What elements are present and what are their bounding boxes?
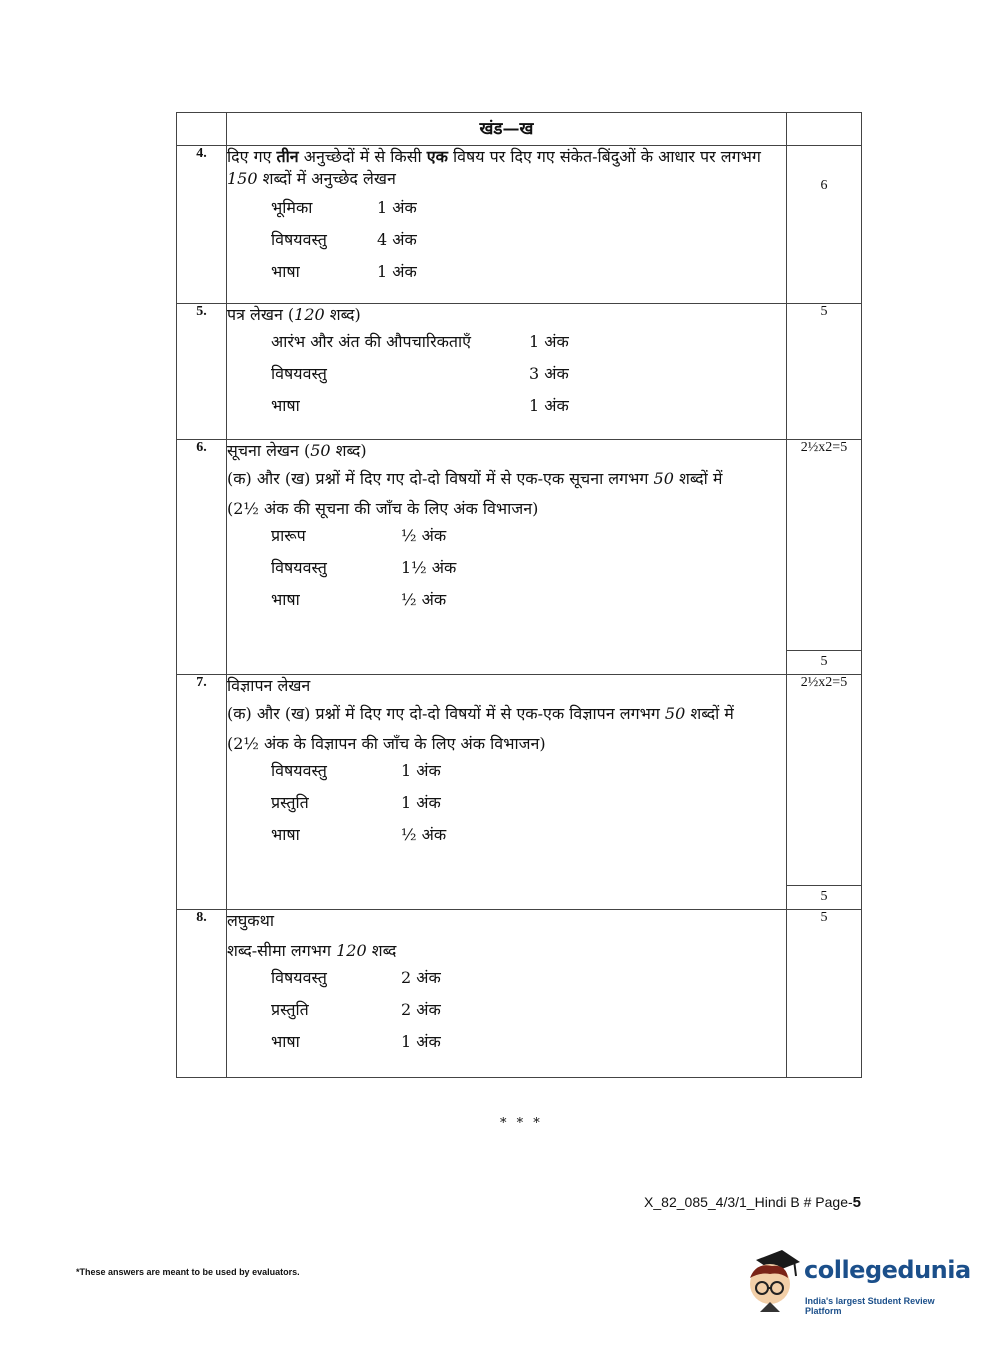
- word-count: 50: [653, 469, 674, 488]
- total-marks: 5: [787, 886, 862, 910]
- criterion-label: विषयवस्तु: [271, 230, 327, 249]
- end-marker: * * *: [500, 1116, 543, 1131]
- text-segment: शब्द-सीमा लगभग: [227, 941, 337, 960]
- criterion-marks: 1 अंक: [529, 332, 569, 351]
- criterion-marks: 4 अंक: [377, 230, 417, 249]
- criterion-label: भाषा: [271, 825, 300, 844]
- text-segment: दिए गए: [227, 147, 277, 166]
- criterion-label: प्रस्तुति: [271, 793, 309, 812]
- criterion-marks: 1 अंक: [529, 396, 569, 415]
- criterion-label: प्रारूप: [271, 526, 306, 545]
- question-row-8: [177, 910, 862, 1078]
- criterion-label: आरंभ और अंत की औपचारिकताएँ: [271, 332, 472, 351]
- criterion-label: भाषा: [271, 1032, 300, 1051]
- question-text: विज्ञापन लेखन: [227, 676, 311, 695]
- word-count: 150: [227, 169, 258, 188]
- criterion-marks: 1½ अंक: [401, 558, 457, 577]
- mark-split-row: [271, 256, 786, 288]
- question-body: [227, 146, 787, 304]
- mark-split-row: [271, 787, 786, 819]
- question-row-4: [177, 146, 862, 304]
- criterion-marks: 1 अंक: [377, 198, 417, 217]
- criterion-marks: ½ अंक: [401, 590, 447, 609]
- criterion-label: विषयवस्तु: [271, 558, 327, 577]
- collegedunia-logo: [742, 1248, 972, 1318]
- mark-split-row: [271, 584, 786, 616]
- mark-split-row: [271, 224, 786, 256]
- mark-split-row: [271, 819, 786, 851]
- criterion-marks: 1 अंक: [401, 761, 441, 780]
- mark-split-row: [271, 390, 786, 422]
- criterion-marks: 1 अंक: [401, 793, 441, 812]
- text-segment: शब्द): [330, 441, 367, 460]
- word-count: 50: [664, 704, 686, 723]
- criterion-label: भाषा: [271, 590, 300, 609]
- text-segment: शब्दों में अनुच्छेद लेखन: [257, 169, 396, 188]
- criterion-label: विषयवस्तु: [271, 364, 327, 383]
- mark-split-note: (2½ अंक के विज्ञापन की जाँच के लिए अंक विभाजन): [227, 734, 546, 753]
- question-body: [227, 304, 787, 440]
- question-number: 8.: [177, 910, 227, 1078]
- criterion-label: भूमिका: [271, 198, 313, 217]
- mark-split-row: [271, 1026, 786, 1058]
- mark-split-row: [271, 326, 786, 358]
- text-segment: शब्दों में: [673, 469, 723, 488]
- marking-scheme-table: [176, 112, 862, 1078]
- mark-split-row: [271, 520, 786, 552]
- total-marks: 5: [787, 651, 862, 675]
- brand-name: collegedunia: [804, 1256, 971, 1284]
- mark-split-note: (2½ अंक की सूचना की जाँच के लिए अंक विभाजन): [227, 499, 539, 518]
- question-body: [227, 675, 787, 910]
- word-count: 50: [310, 441, 331, 460]
- text-segment: विषय पर दिए गए संकेत-बिंदुओं के आधार पर लगभग: [447, 147, 761, 166]
- collegedunia-mascot-icon: [742, 1248, 802, 1314]
- question-number: 5.: [177, 304, 227, 440]
- criterion-marks: ½ अंक: [401, 526, 447, 545]
- header-blank-cell: [177, 113, 227, 146]
- question-marks: 2½x2=5: [787, 440, 862, 651]
- question-number: 4.: [177, 146, 227, 304]
- criterion-marks: 2 अंक: [401, 1000, 441, 1019]
- criterion-marks: 1 अंक: [377, 262, 417, 281]
- question-body: [227, 440, 787, 675]
- question-row-6: [177, 440, 862, 651]
- question-row-7: [177, 675, 862, 886]
- text-segment: अनुच्छेदों में से किसी: [298, 147, 427, 166]
- question-marks: 2½x2=5: [787, 675, 862, 886]
- page-number: 5: [852, 1194, 861, 1211]
- question-marks: 5: [787, 304, 862, 440]
- emphasis-text: तीन: [276, 147, 299, 166]
- text-segment: सूचना लेखन (: [227, 441, 311, 460]
- criterion-label: विषयवस्तु: [271, 761, 327, 780]
- question-body: [227, 910, 787, 1078]
- emphasis-text: एक: [426, 147, 448, 166]
- criterion-marks: ½ अंक: [401, 825, 447, 844]
- text-segment: शब्दों में: [685, 704, 734, 723]
- criterion-label: भाषा: [271, 396, 300, 415]
- criterion-label: प्रस्तुति: [271, 1000, 309, 1019]
- question-number: 6.: [177, 440, 227, 675]
- text-segment: (क) और (ख) प्रश्नों में दिए गए दो-दो विषयों में से एक-एक विज्ञापन लगभग: [227, 704, 665, 723]
- word-count: 120: [294, 305, 325, 324]
- mark-split-row: [271, 552, 786, 584]
- criterion-marks: 1 अंक: [401, 1032, 441, 1051]
- mark-split-row: [271, 192, 786, 224]
- criterion-marks: 3 अंक: [529, 364, 569, 383]
- text-segment: (क) और (ख) प्रश्नों में दिए गए दो-दो विषयों में से एक-एक सूचना लगभग: [227, 469, 654, 488]
- mark-split-row: [271, 755, 786, 787]
- text-segment: शब्द): [324, 305, 361, 324]
- section-header-row: [177, 113, 862, 146]
- text-segment: पत्र लेखन (: [227, 305, 295, 324]
- evaluator-note: *These answers are meant to be used by evaluators.: [76, 1267, 300, 1277]
- text-segment: शब्द: [366, 941, 397, 960]
- section-title: खंड—ख: [227, 113, 787, 146]
- question-marks: 6: [787, 146, 862, 304]
- header-blank-cell: [787, 113, 862, 146]
- criterion-label: भाषा: [271, 262, 300, 281]
- page-footer: [644, 1194, 861, 1211]
- question-text: लघुकथा: [227, 911, 274, 930]
- question-row-5: [177, 304, 862, 440]
- mark-split-row: [271, 994, 786, 1026]
- mark-split-row: [271, 962, 786, 994]
- question-marks: 5: [787, 910, 862, 1078]
- word-count: 120: [336, 941, 367, 960]
- mark-split-row: [271, 358, 786, 390]
- paper-code: X_82_085_4/3/1_Hindi B # Page-: [644, 1194, 853, 1210]
- question-number: 7.: [177, 675, 227, 910]
- criterion-marks: 2 अंक: [401, 968, 441, 987]
- brand-tagline: India's largest Student Review Platform: [805, 1296, 935, 1316]
- criterion-label: विषयवस्तु: [271, 968, 327, 987]
